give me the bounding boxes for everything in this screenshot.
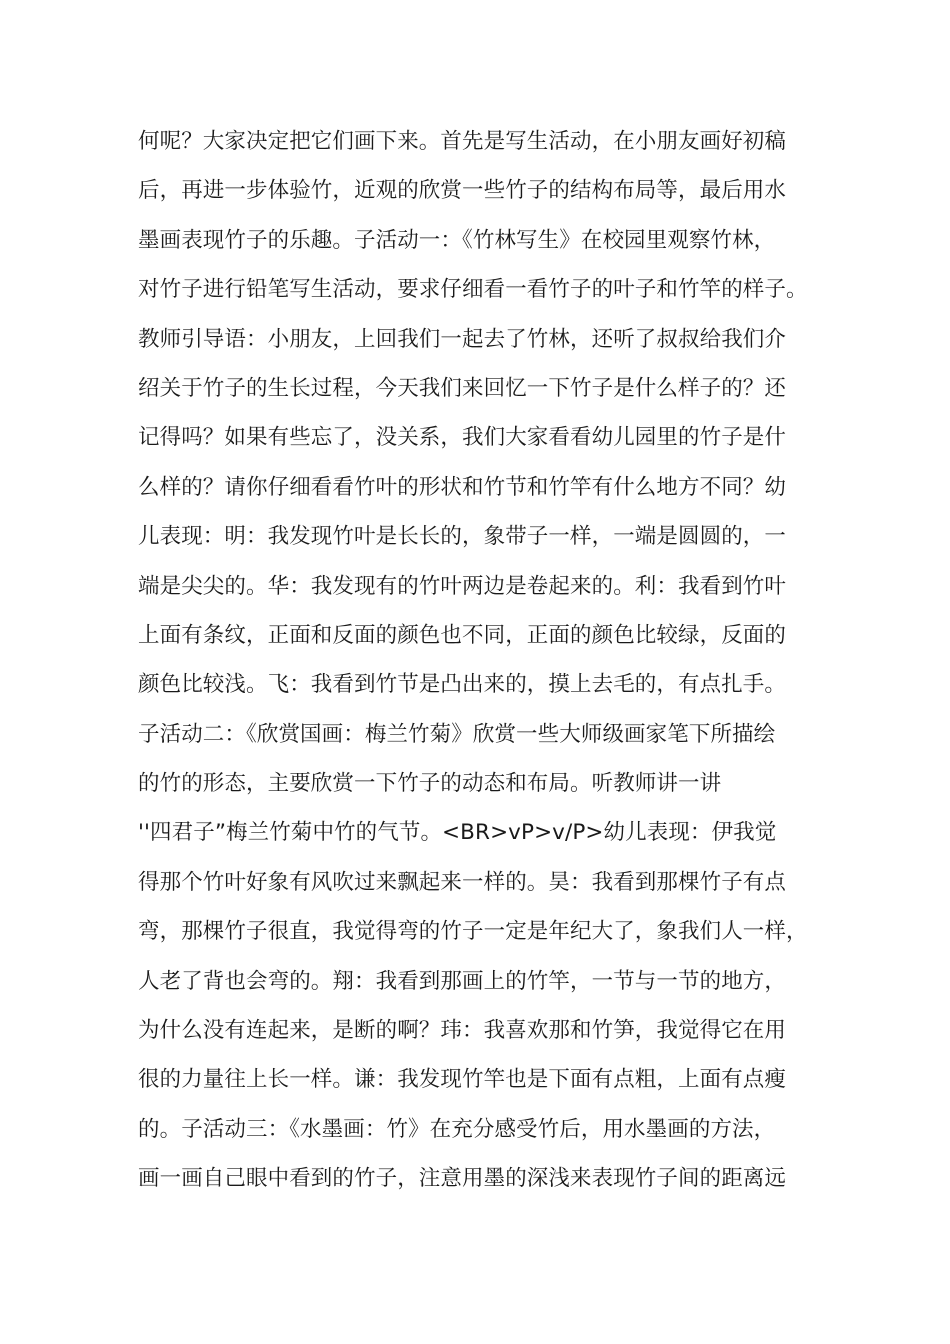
text-line: 上面有条纹，正面和反面的颜色也不同，正面的颜色比较绿，反面的 bbox=[138, 622, 787, 648]
text-line: 得那个竹叶好象有风吹过来飘起来一样的。昊：我看到那棵竹子有点 bbox=[138, 869, 787, 895]
text-line: 何呢？大家决定把它们画下来。首先是写生活动，在小朋友画好初稿 bbox=[138, 129, 787, 154]
text-line: 后，再进一步体验竹，近观的欣赏一些竹子的结构布局等，最后用水 bbox=[138, 178, 787, 204]
text-line: ''四君子”梅兰竹菊中竹的气节。<BR>vP>v/P>幼儿表现：伊我觉 bbox=[138, 820, 777, 846]
text-line: 子活动二：《欣赏国画：梅兰竹菊》欣赏一些大师级画家笔下所描绘 bbox=[138, 721, 776, 747]
text-line: 教师引导语：小朋友，上回我们一起去了竹林，还听了叔叔给我们介 bbox=[138, 326, 787, 352]
text-line: 人老了背也会弯的。翔：我看到那画上的竹竿，一节与一节的地方， bbox=[138, 968, 787, 994]
text-line: 为什么没有连起来，是断的啊？玮：我喜欢那和竹笋，我觉得它在用 bbox=[138, 1018, 787, 1044]
text-line: 弯，那棵竹子很直，我觉得弯的竹子一定是年纪大了，象我们人一样， bbox=[138, 919, 808, 945]
text-line: 端是尖尖的。华：我发现有的竹叶两边是卷起来的。利：我看到竹叶 bbox=[138, 573, 787, 599]
text-line: 绍关于竹子的生长过程，今天我们来回忆一下竹子是什么样子的？还 bbox=[138, 375, 787, 401]
text-line: 很的力量往上长一样。谦：我发现竹竿也是下面有点粗，上面有点瘦 bbox=[138, 1067, 787, 1093]
text-line: 的竹的形态，主要欣赏一下竹子的动态和布局。听教师讲一讲 bbox=[138, 771, 722, 797]
text-line: 墨画表现竹子的乐趣。子活动一：《竹林写生》在校园里观察竹林， bbox=[138, 227, 776, 253]
text-line: 么样的？请你仔细看看竹叶的形状和竹节和竹竿有什么地方不同？幼 bbox=[138, 474, 787, 500]
text-line: 画一画自己眼中看到的竹子，注意用墨的深浅来表现竹子间的距离远 bbox=[138, 1166, 787, 1192]
text-line: 的。子活动三：《水墨画：竹》在充分感受竹后，用水墨画的方法， bbox=[138, 1116, 776, 1142]
text-line: 记得吗？如果有些忘了，没关系，我们大家看看幼儿园里的竹子是什 bbox=[138, 425, 787, 451]
body-text bbox=[138, 117, 838, 1204]
text-line: 对竹子进行铅笔写生活动，要求仔细看一看竹子的叶子和竹竿的样子。 bbox=[138, 277, 808, 303]
text-line: 颜色比较浅。飞：我看到竹节是凸出来的，摸上去毛的，有点扎手。 bbox=[138, 672, 787, 698]
text-line: 儿表现：明：我发现竹叶是长长的，象带子一样，一端是圆圆的，一 bbox=[138, 524, 787, 550]
